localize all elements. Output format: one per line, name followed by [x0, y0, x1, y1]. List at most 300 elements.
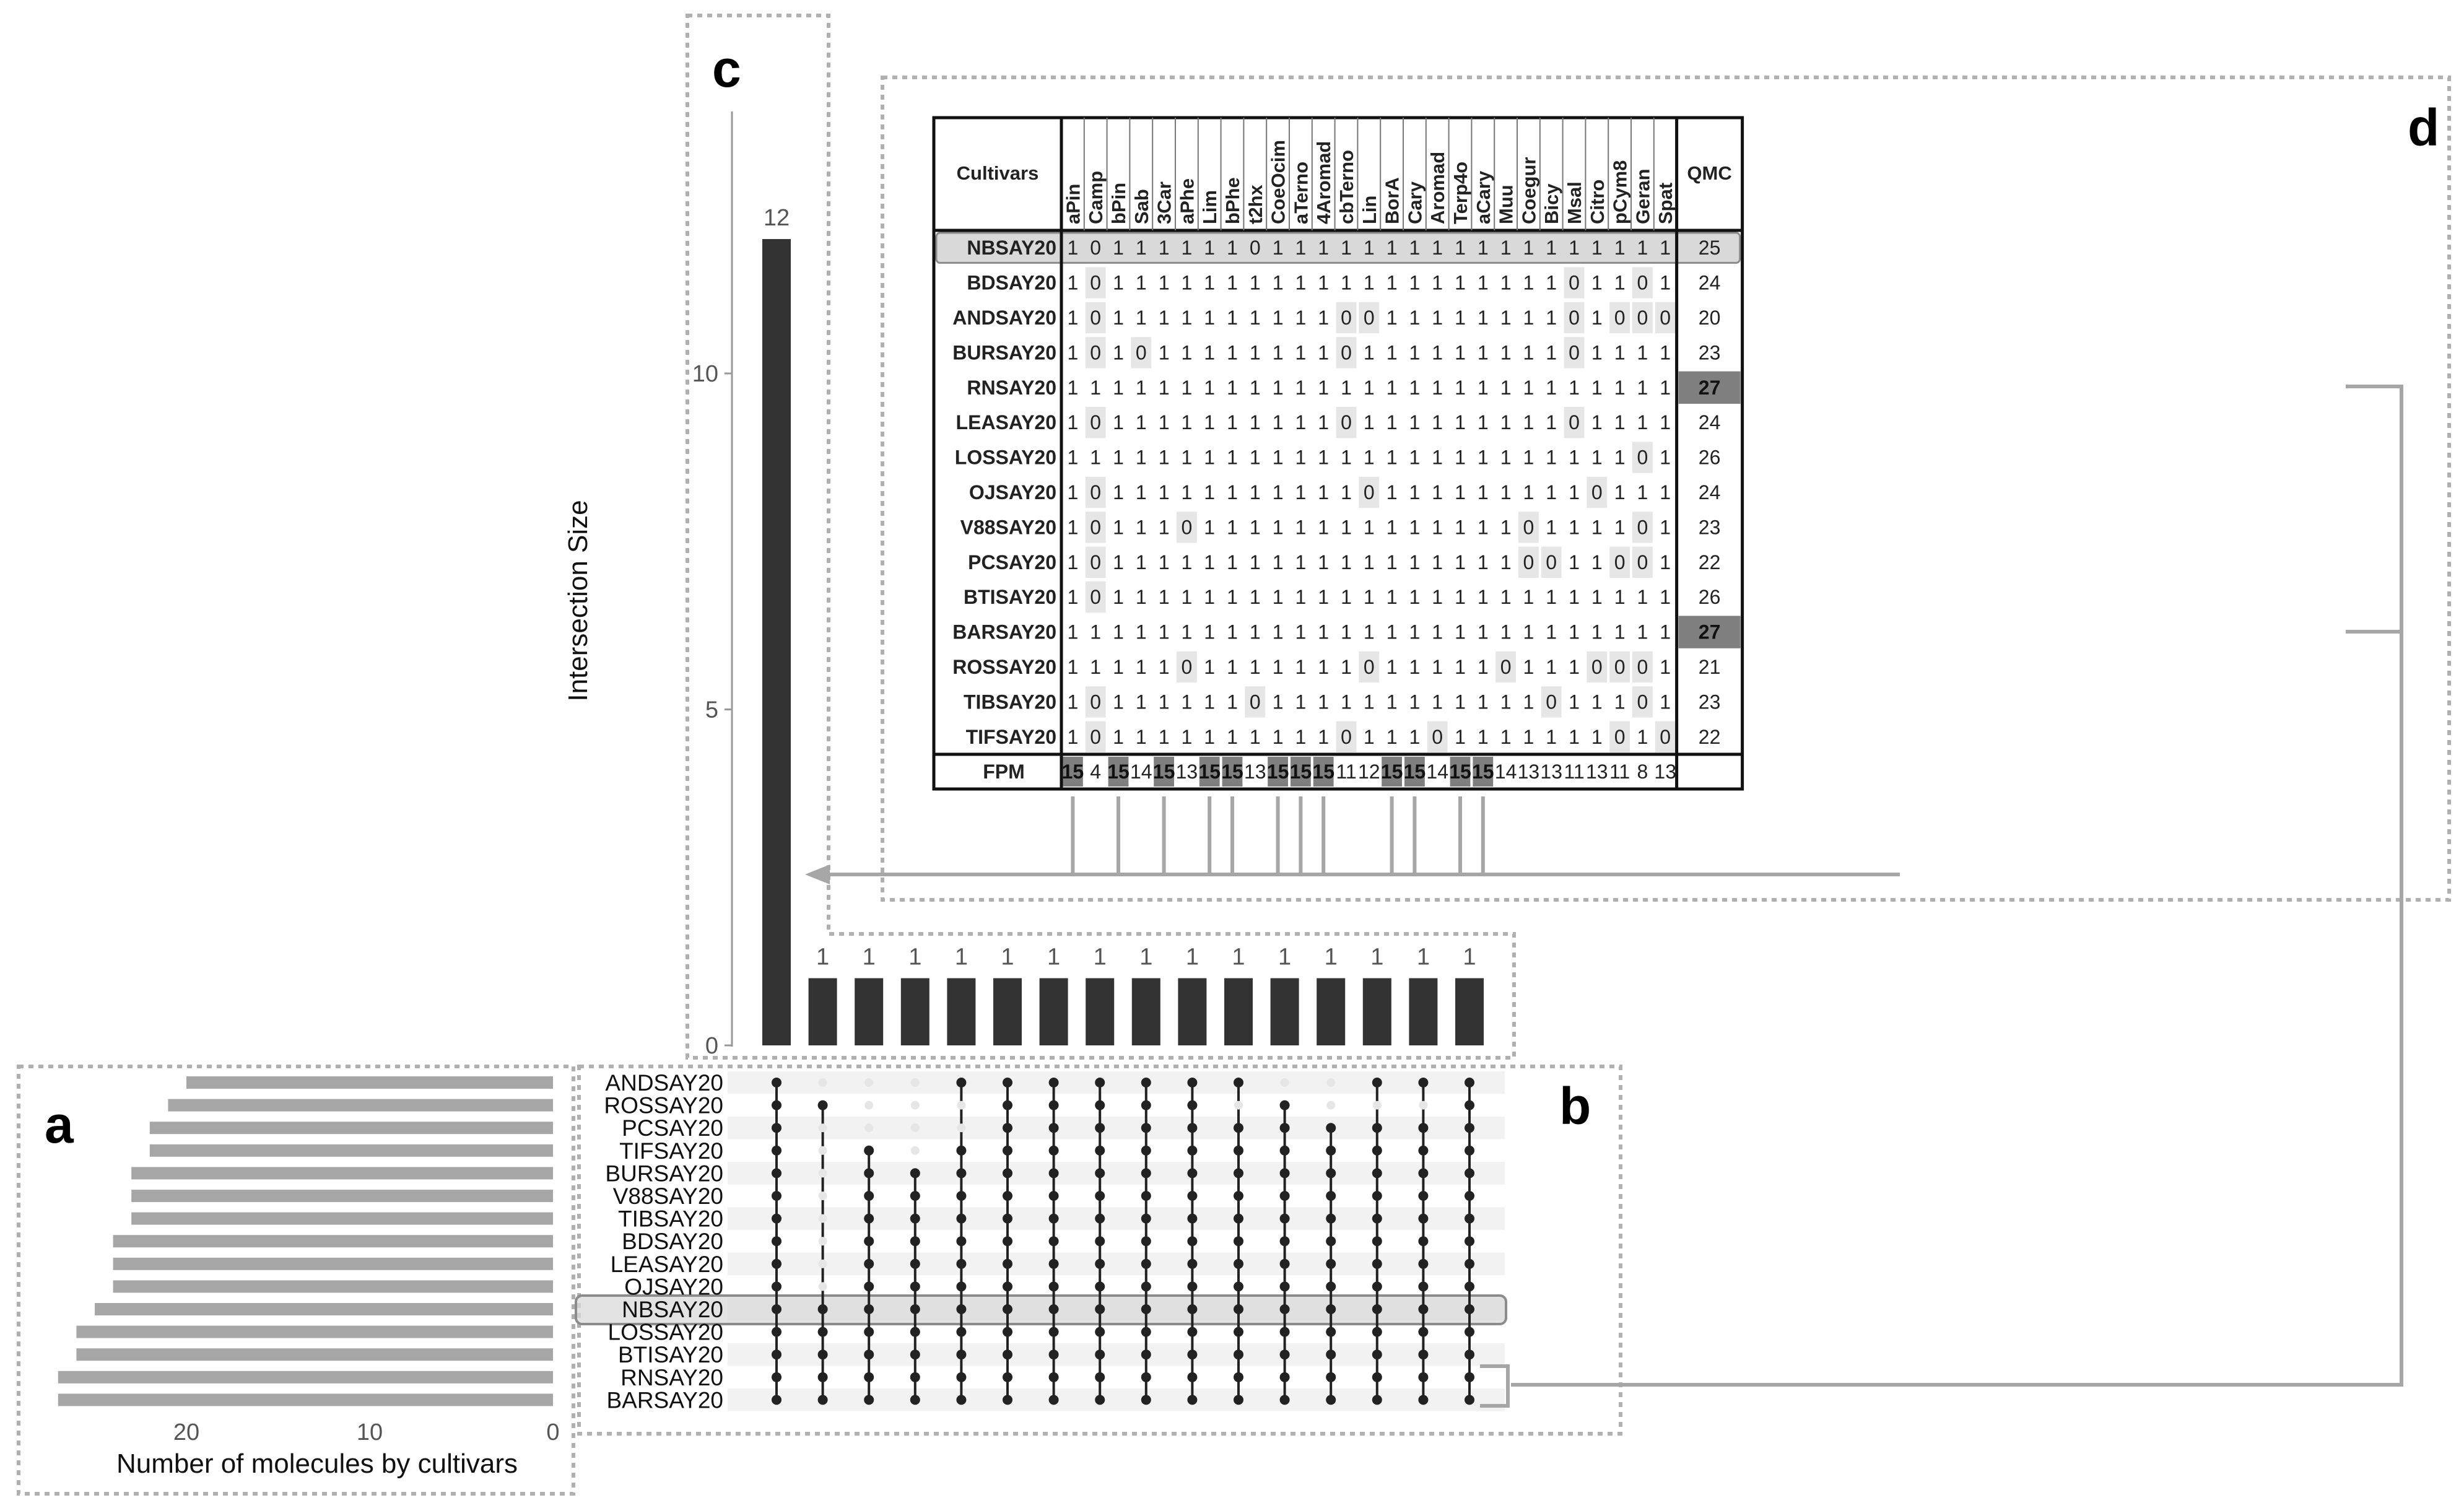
table-cell: 1 [1158, 271, 1170, 294]
table-cell: 1 [1409, 481, 1421, 503]
matrix-dot-on [956, 1395, 966, 1405]
table-cell: 0 [1090, 481, 1102, 503]
table-qmc-value: 23 [1698, 691, 1721, 713]
table-cell: 1 [1341, 551, 1352, 573]
table-cell: 1 [1295, 725, 1307, 748]
table-cell: 1 [1318, 271, 1330, 294]
table-cell: 0 [1249, 691, 1261, 713]
matrix-dot-on [956, 1259, 966, 1269]
matrix-dot-on [1465, 1259, 1474, 1269]
table-cell: 1 [1637, 481, 1648, 503]
table-cell: 1 [1272, 621, 1284, 643]
table-cell: 1 [1591, 516, 1603, 539]
table-footer-value: 15 [1152, 761, 1175, 783]
table-cell: 1 [1455, 551, 1466, 573]
matrix-dot-on [1141, 1281, 1151, 1291]
matrix-dot-on [956, 1236, 966, 1246]
table-cell: 0 [1249, 237, 1261, 259]
table-cell: 1 [1523, 376, 1535, 399]
matrix-dot-on [1187, 1327, 1197, 1337]
matrix-dot-on [1049, 1281, 1059, 1291]
table-cell: 1 [1204, 516, 1216, 539]
matrix-dot-on [1234, 1146, 1243, 1156]
matrix-dot-on [1003, 1078, 1012, 1087]
table-column-header: Geran [1632, 168, 1654, 224]
table-cell: 1 [1135, 376, 1147, 399]
matrix-dot-on [1095, 1395, 1105, 1405]
matrix-dot-on [1095, 1191, 1105, 1201]
table-cell: 1 [1386, 271, 1398, 294]
table-cell: 1 [1295, 307, 1307, 329]
table-cell: 1 [1660, 237, 1671, 259]
set-size-bar [58, 1371, 553, 1384]
matrix-dot-on [1234, 1078, 1243, 1087]
matrix-dot-on [1095, 1327, 1105, 1337]
matrix-dot-on [1049, 1372, 1059, 1382]
table-footer-value: 15 [1403, 761, 1426, 783]
table-column-header: BorA [1381, 177, 1403, 224]
table-cell: 1 [1318, 656, 1330, 678]
bar-value-label: 1 [1001, 944, 1014, 970]
matrix-dot-on [772, 1236, 781, 1246]
table-column-header: 4Aromad [1313, 141, 1335, 224]
matrix-dot-on [1418, 1395, 1428, 1405]
matrix-dot-off [957, 1101, 965, 1110]
matrix-dot-on [1465, 1304, 1474, 1314]
table-cell: 1 [1341, 656, 1352, 678]
bar-value-label: 1 [1232, 944, 1245, 970]
table-cell: 1 [1432, 341, 1443, 364]
matrix-dot-on [1280, 1259, 1290, 1269]
matrix-dot-on [1372, 1327, 1382, 1337]
table-cell: 1 [1569, 376, 1580, 399]
table-total-header: QMC [1687, 162, 1732, 184]
table-footer-value: 8 [1637, 761, 1648, 783]
table-row-name: BURSAY20 [952, 341, 1056, 364]
table-cell: 1 [1181, 691, 1193, 713]
table-cell: 1 [1660, 621, 1671, 643]
table-cell: 1 [1523, 411, 1535, 434]
table-cell: 1 [1158, 237, 1170, 259]
table-cell: 1 [1295, 446, 1307, 469]
table-cell: 1 [1546, 656, 1557, 678]
table-cell: 1 [1272, 516, 1284, 539]
matrix-dot-on [1418, 1304, 1428, 1314]
table-cell: 1 [1386, 725, 1398, 748]
table-cell: 1 [1318, 621, 1330, 643]
table-cell: 1 [1500, 341, 1512, 364]
table-cell: 1 [1523, 307, 1535, 329]
intersection-bar [1132, 978, 1160, 1046]
table-column-header: Bicy [1541, 183, 1563, 224]
matrix-dot-on [956, 1327, 966, 1337]
table-cell: 1 [1227, 656, 1238, 678]
matrix-dot-on [864, 1281, 874, 1291]
table-footer-value: 15 [1061, 761, 1084, 783]
table-cell: 0 [1363, 307, 1375, 329]
table-cell: 1 [1432, 691, 1443, 713]
table-footer-value: 15 [1289, 761, 1312, 783]
matrix-dot-off [819, 1078, 827, 1087]
table-cell: 1 [1249, 446, 1261, 469]
table-cell: 1 [1318, 446, 1330, 469]
table-cell: 1 [1227, 691, 1238, 713]
matrix-dot-on [1418, 1281, 1428, 1291]
matrix-dot-on [818, 1100, 828, 1110]
matrix-dot-on [1049, 1236, 1059, 1246]
matrix-dot-on [1465, 1372, 1474, 1382]
y-tick-label: 0 [705, 1033, 718, 1059]
table-cell: 1 [1363, 271, 1375, 294]
table-cell: 1 [1477, 725, 1489, 748]
matrix-dot-on [1372, 1146, 1382, 1156]
table-cell: 1 [1500, 586, 1512, 609]
set-name: NBSAY20 [622, 1297, 723, 1322]
matrix-dot-off [819, 1282, 827, 1291]
matrix-dot-on [1049, 1259, 1059, 1269]
set-size-bar [131, 1167, 553, 1179]
table-row-name: V88SAY20 [960, 516, 1056, 539]
table-footer-label: FPM [983, 761, 1025, 783]
matrix-dot-on [910, 1236, 920, 1246]
matrix-dot-on [1372, 1395, 1382, 1405]
table-cell: 1 [1477, 656, 1489, 678]
table-cell: 1 [1500, 307, 1512, 329]
table-cell: 1 [1614, 341, 1626, 364]
matrix-dot-on [910, 1191, 920, 1201]
table-cell: 1 [1614, 516, 1626, 539]
table-cell: 1 [1500, 725, 1512, 748]
matrix-dot-on [1372, 1236, 1382, 1246]
matrix-dot-on [956, 1281, 966, 1291]
table-cell: 1 [1272, 376, 1284, 399]
table-cell: 1 [1455, 307, 1466, 329]
matrix-dot-off [819, 1260, 827, 1268]
table-cell: 1 [1637, 237, 1648, 259]
matrix-dot-on [1003, 1395, 1012, 1405]
table-qmc-value: 21 [1698, 656, 1721, 678]
table-cell: 1 [1660, 481, 1671, 503]
table-cell: 1 [1135, 725, 1147, 748]
table-cell: 1 [1249, 376, 1261, 399]
table-cell: 1 [1546, 725, 1557, 748]
table-cell: 1 [1158, 376, 1170, 399]
table-qmc-value: 23 [1698, 341, 1721, 364]
matrix-dot-on [1280, 1372, 1290, 1382]
table-cell: 1 [1181, 307, 1193, 329]
matrix-dot-on [1418, 1146, 1428, 1156]
table-footer-value: 13 [1654, 761, 1676, 783]
matrix-dot-on [1326, 1372, 1336, 1382]
matrix-dot-on [1049, 1078, 1059, 1087]
table-cell: 1 [1455, 586, 1466, 609]
matrix-dot-on [864, 1214, 874, 1224]
intersection-bar [1040, 978, 1068, 1046]
intersection-bar [947, 978, 975, 1046]
table-qmc-value: 25 [1698, 237, 1721, 259]
table-cell: 1 [1204, 237, 1216, 259]
table-cell: 1 [1181, 725, 1193, 748]
bar-value-label: 1 [1416, 944, 1430, 970]
table-cell: 1 [1135, 586, 1147, 609]
table-cell: 1 [1067, 376, 1079, 399]
matrix-dot-on [1095, 1078, 1105, 1087]
table-row-name: LOSSAY20 [954, 446, 1056, 469]
table-footer-value: 11 [1336, 761, 1357, 783]
table-cell: 1 [1569, 656, 1580, 678]
table-cell: 0 [1181, 516, 1193, 539]
matrix-dot-on [1372, 1191, 1382, 1201]
table-cell: 1 [1591, 376, 1603, 399]
table-cell: 1 [1272, 237, 1284, 259]
table-cell: 1 [1432, 586, 1443, 609]
table-cell: 1 [1249, 481, 1261, 503]
table-cell: 1 [1569, 691, 1580, 713]
table-column-header: Lim [1199, 190, 1221, 224]
matrix-dot-off [819, 1146, 827, 1155]
table-cell: 1 [1272, 411, 1284, 434]
table-column-header: cbTerno [1336, 150, 1357, 224]
table-cell: 1 [1614, 376, 1626, 399]
matrix-dot-on [1141, 1395, 1151, 1405]
set-name: BTISAY20 [617, 1342, 723, 1368]
matrix-dot-on [864, 1304, 874, 1314]
intersection-bar [1224, 978, 1253, 1046]
table-cell: 0 [1432, 725, 1443, 748]
intersection-bar [809, 978, 837, 1046]
table-cell: 1 [1409, 376, 1421, 399]
table-cell: 1 [1113, 551, 1124, 573]
table-cell: 1 [1318, 516, 1330, 539]
table-cell: 1 [1204, 656, 1216, 678]
matrix-dot-on [1326, 1123, 1336, 1133]
matrix-dot-off [911, 1123, 920, 1132]
table-cell: 1 [1500, 411, 1512, 434]
table-cell: 1 [1272, 656, 1284, 678]
table-cell: 1 [1295, 481, 1307, 503]
table-cell: 1 [1272, 481, 1284, 503]
table-cell: 1 [1386, 411, 1398, 434]
table-cell: 1 [1295, 341, 1307, 364]
matrix-dot-on [1280, 1191, 1290, 1201]
table-column-header: Citro [1586, 179, 1608, 224]
set-size-bar [131, 1213, 553, 1225]
matrix-dot-off [1326, 1101, 1335, 1110]
matrix-dot-on [1465, 1191, 1474, 1201]
set-size-bar [150, 1122, 553, 1134]
table-cell: 1 [1181, 586, 1193, 609]
table-cell: 1 [1409, 446, 1421, 469]
matrix-dot-off [819, 1237, 827, 1245]
matrix-dot-on [1418, 1191, 1428, 1201]
table-cell: 1 [1614, 481, 1626, 503]
table-cell: 1 [1204, 586, 1216, 609]
matrix-dot-on [1003, 1123, 1012, 1133]
matrix-dot-on [1234, 1395, 1243, 1405]
table-cell: 1 [1660, 271, 1671, 294]
table-cell: 1 [1067, 341, 1079, 364]
table-qmc-value: 23 [1698, 516, 1721, 539]
table-cell: 0 [1637, 307, 1648, 329]
table-cell: 1 [1204, 551, 1216, 573]
matrix-dot-on [864, 1236, 874, 1246]
table-cell: 1 [1477, 691, 1489, 713]
table-cell: 1 [1113, 586, 1124, 609]
matrix-dot-on [772, 1327, 781, 1337]
table-cell: 1 [1135, 621, 1147, 643]
table-footer-value: 15 [1266, 761, 1289, 783]
matrix-dot-on [1280, 1168, 1290, 1178]
table-cell: 1 [1363, 341, 1375, 364]
table-cell: 1 [1569, 621, 1580, 643]
table-cell: 1 [1158, 725, 1170, 748]
table-cell: 1 [1113, 411, 1124, 434]
matrix-dot-on [1003, 1214, 1012, 1224]
matrix-dot-on [1141, 1327, 1151, 1337]
table-cell: 1 [1341, 586, 1352, 609]
matrix-dot-on [956, 1146, 966, 1156]
table-cell: 1 [1546, 271, 1557, 294]
matrix-dot-on [1234, 1372, 1243, 1382]
table-cell: 1 [1249, 307, 1261, 329]
table-cell: 1 [1591, 551, 1603, 573]
matrix-dot-off [819, 1192, 827, 1200]
table-cell: 1 [1386, 376, 1398, 399]
table-row-name: TIBSAY20 [964, 691, 1056, 713]
table-cell: 1 [1591, 446, 1603, 469]
table-cell: 1 [1158, 691, 1170, 713]
table-cell: 1 [1432, 656, 1443, 678]
matrix-dot-on [1326, 1146, 1336, 1156]
table-cell: 1 [1432, 376, 1443, 399]
matrix-dot-on [1141, 1349, 1151, 1359]
table-cell: 1 [1158, 621, 1170, 643]
table-cell: 1 [1409, 237, 1421, 259]
table-cell: 1 [1477, 586, 1489, 609]
table-cell: 1 [1113, 725, 1124, 748]
table-qmc-value: 27 [1698, 621, 1721, 643]
table-cell: 1 [1477, 411, 1489, 434]
matrix-dot-on [1003, 1100, 1012, 1110]
table-cell: 0 [1637, 656, 1648, 678]
table-cell: 1 [1295, 411, 1307, 434]
set-name: TIFSAY20 [619, 1138, 723, 1164]
intersection-bar [1317, 978, 1345, 1046]
table-cell: 1 [1546, 411, 1557, 434]
table-cell: 1 [1523, 656, 1535, 678]
matrix-dot-on [1095, 1214, 1105, 1224]
matrix-dot-off [819, 1169, 827, 1177]
table-cell: 1 [1318, 376, 1330, 399]
matrix-dot-on [864, 1327, 874, 1337]
table-cell: 1 [1181, 341, 1193, 364]
table-cell: 1 [1113, 237, 1124, 259]
table-cell: 1 [1227, 481, 1238, 503]
table-cell: 1 [1249, 411, 1261, 434]
matrix-dot-on [1187, 1395, 1197, 1405]
matrix-dot-on [956, 1214, 966, 1224]
table-cell: 1 [1409, 691, 1421, 713]
matrix-dot-on [910, 1259, 920, 1269]
table-row-name: BTISAY20 [964, 586, 1056, 609]
matrix-dot-on [910, 1168, 920, 1178]
matrix-dot-on [1326, 1236, 1336, 1246]
matrix-dot-on [1418, 1349, 1428, 1359]
table-cell: 1 [1591, 411, 1603, 434]
table-cell: 1 [1455, 341, 1466, 364]
matrix-dot-on [1187, 1123, 1197, 1133]
matrix-dot-on [1234, 1236, 1243, 1246]
matrix-dot-on [1280, 1100, 1290, 1110]
table-cell: 1 [1455, 446, 1466, 469]
table-cell: 1 [1614, 586, 1626, 609]
set-name: TIBSAY20 [617, 1206, 723, 1232]
table-cell: 1 [1227, 446, 1238, 469]
set-name: RNSAY20 [620, 1364, 723, 1390]
table-footer-value: 15 [1198, 761, 1221, 783]
table-cell: 1 [1272, 551, 1284, 573]
table-cell: 0 [1181, 656, 1193, 678]
table-cell: 0 [1090, 516, 1102, 539]
matrix-stripes [728, 1071, 1505, 1411]
matrix-dot-on [1372, 1123, 1382, 1133]
bar-value-label: 1 [1139, 944, 1153, 970]
table-column-header: Cary [1404, 181, 1426, 224]
table-cell: 1 [1363, 516, 1375, 539]
matrix-dot-on [910, 1349, 920, 1359]
table-cell: 1 [1500, 376, 1512, 399]
table-column-header: Sab [1130, 189, 1152, 224]
matrix-dot-on [1003, 1281, 1012, 1291]
set-name: PCSAY20 [622, 1115, 723, 1141]
table-cell: 1 [1249, 725, 1261, 748]
matrix-dot-on [1187, 1100, 1197, 1110]
matrix-dot-on [1234, 1214, 1243, 1224]
table-cell: 1 [1386, 341, 1398, 364]
table-cell: 1 [1523, 621, 1535, 643]
table-footer-value: 12 [1358, 761, 1380, 783]
table-footer-value: 15 [1312, 761, 1334, 783]
matrix-dot-on [1326, 1168, 1336, 1178]
table-cell: 0 [1500, 656, 1512, 678]
table-cell: 1 [1113, 621, 1124, 643]
matrix-dot-on [864, 1191, 874, 1201]
matrix-dot-on [1234, 1281, 1243, 1291]
intersection-bar [993, 978, 1022, 1046]
matrix-dot-on [1326, 1191, 1336, 1201]
matrix-dot-on [1187, 1078, 1197, 1087]
table-cell: 1 [1067, 481, 1079, 503]
matrix-stripe [728, 1162, 1505, 1185]
matrix-dot-on [1326, 1281, 1336, 1291]
table-cell: 1 [1272, 271, 1284, 294]
matrix-dot-on [1049, 1168, 1059, 1178]
matrix-dot-on [772, 1168, 781, 1178]
table-cell: 1 [1660, 446, 1671, 469]
table-cell: 1 [1341, 237, 1352, 259]
table-cell: 1 [1660, 691, 1671, 713]
matrix-dot-on [1141, 1372, 1151, 1382]
matrix-dot-on [1280, 1304, 1290, 1314]
table-row-name: OJSAY20 [969, 481, 1056, 503]
table-qmc-value: 26 [1698, 586, 1721, 609]
fpm-drop-lines [1073, 796, 1482, 874]
table-cell: 1 [1318, 237, 1330, 259]
matrix-dot-on [1049, 1146, 1059, 1156]
table-cell: 1 [1500, 481, 1512, 503]
matrix-dot-on [1418, 1123, 1428, 1133]
table-cell: 1 [1637, 376, 1648, 399]
